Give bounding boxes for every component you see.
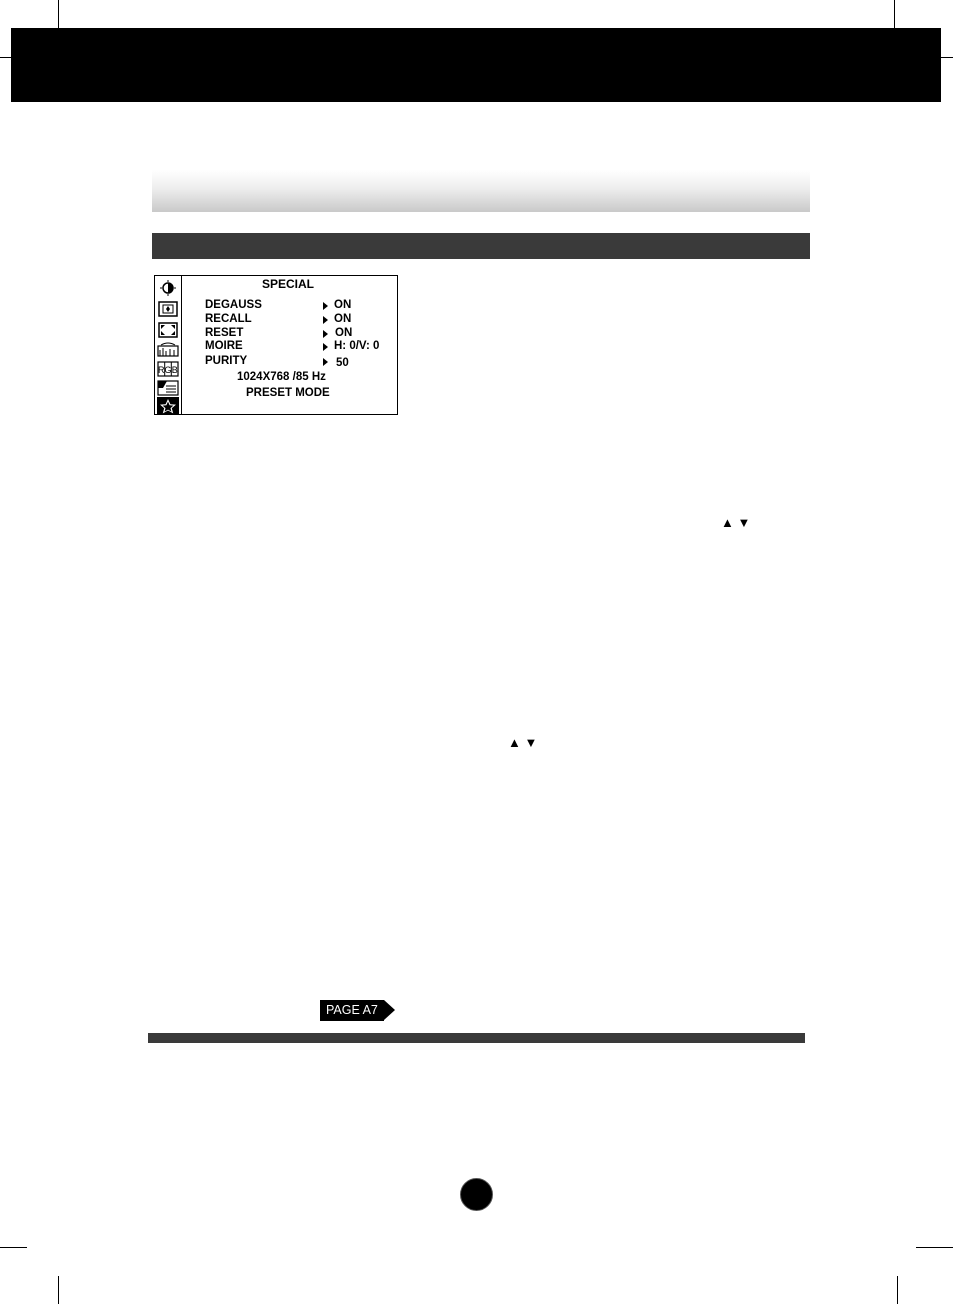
arrow-right-icon	[323, 302, 328, 310]
crop-mark	[58, 1276, 59, 1304]
position-icon	[157, 300, 179, 317]
crop-mark	[0, 1247, 27, 1248]
svg-text:R: R	[158, 364, 165, 375]
osd-row-value: ON	[334, 299, 352, 311]
osd-row-value: ON	[335, 327, 353, 339]
osd-mode: PRESET MODE	[246, 387, 330, 399]
crop-mark	[894, 0, 895, 28]
geometry-icon	[157, 341, 179, 358]
svg-text:B: B	[171, 364, 178, 375]
arrow-right-icon	[323, 316, 328, 324]
osd-row-label: RECALL	[205, 313, 252, 325]
rgb-icon	[157, 360, 179, 377]
osd-icon-column	[155, 276, 182, 414]
page-reference-tag	[320, 1000, 396, 1021]
osd-resolution: 1024X768 /85 Hz	[237, 371, 326, 383]
up-down-arrows-icon: ▲ ▼	[721, 515, 751, 530]
subsection-title-bar	[152, 233, 810, 259]
osd-row-label: MOIRE	[205, 340, 243, 352]
special-icon	[157, 397, 179, 414]
osd-row-value: 50	[336, 357, 349, 369]
osd-row-label: DEGAUSS	[205, 299, 262, 311]
size-icon	[157, 321, 179, 338]
osd-row-value: H: 0/V: 0	[334, 340, 380, 352]
bottom-rule	[148, 1033, 805, 1043]
crop-mark	[897, 1276, 898, 1304]
osd-row-label: RESET	[205, 327, 244, 339]
osd-menu	[154, 275, 398, 415]
crop-mark	[0, 57, 11, 58]
arrow-right-icon	[323, 343, 328, 351]
svg-text:G: G	[164, 364, 172, 375]
page-number-dot	[460, 1178, 493, 1211]
crop-mark	[58, 0, 59, 28]
language-icon	[157, 379, 179, 396]
osd-row-value: ON	[334, 313, 352, 325]
header-banner	[11, 28, 941, 102]
crop-mark	[941, 57, 953, 58]
arrow-right-icon	[323, 358, 328, 366]
arrow-right-icon	[323, 330, 328, 338]
crop-mark	[916, 1247, 953, 1248]
up-down-arrows-icon: ▲ ▼	[508, 735, 538, 750]
section-title-bar	[152, 170, 810, 212]
osd-row-label: PURITY	[205, 355, 248, 367]
tag-arrow	[384, 1000, 395, 1020]
page-reference-label: PAGE A7	[320, 1000, 384, 1021]
osd-title: SPECIAL	[261, 277, 314, 291]
